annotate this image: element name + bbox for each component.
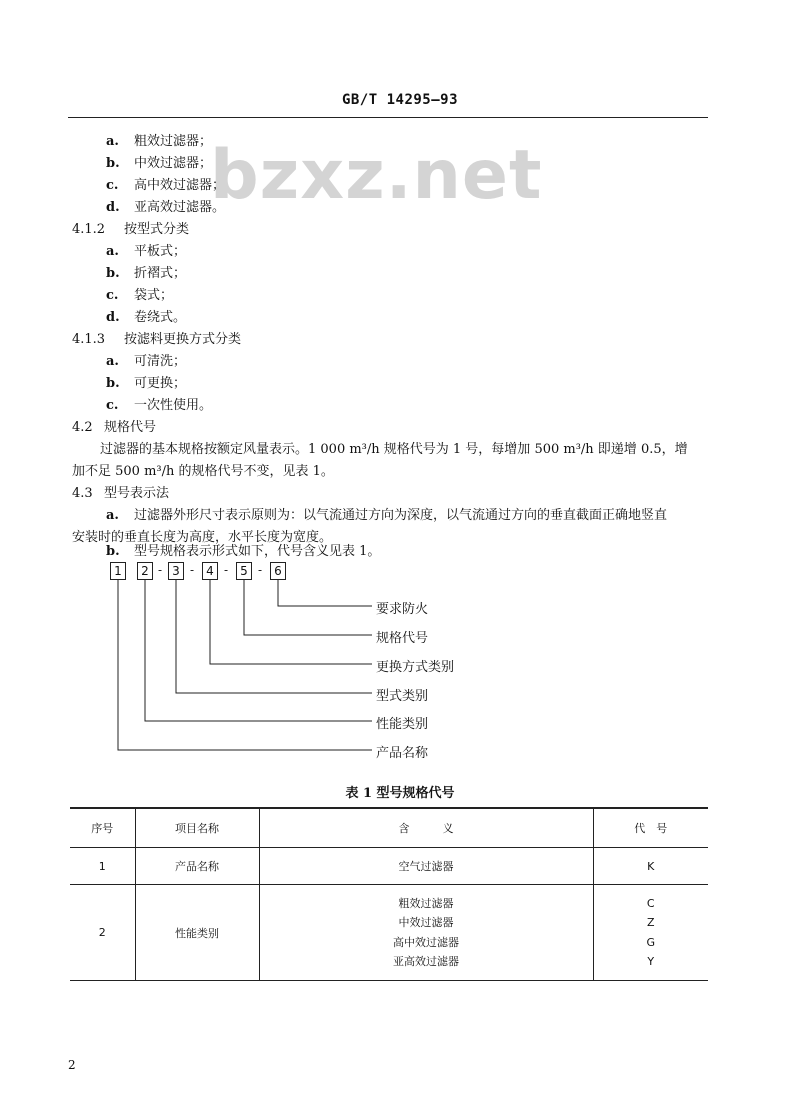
diagram-label-performance: 性能类别 <box>376 717 429 732</box>
section-title: 规格代号 <box>104 420 157 435</box>
list-label: a. <box>106 508 119 523</box>
list-text: 可更换； <box>134 376 187 391</box>
list-label: c. <box>106 398 119 413</box>
diagram-label-product: 产品名称 <box>376 746 429 761</box>
cell-code-list <box>593 885 708 981</box>
leader-line-5 <box>244 580 372 635</box>
section-number: 4.2 <box>72 420 93 435</box>
table-title: 表 1 型号规格代号 <box>345 786 455 801</box>
table-header-row <box>70 808 708 848</box>
cell-code: K <box>593 848 708 885</box>
meaning-line: 高中效过滤器 <box>393 935 459 949</box>
header-code: 代 号 <box>593 808 708 848</box>
list-label: b. <box>106 266 120 281</box>
watermark: bzxz.net <box>210 136 543 215</box>
code-box-5: 5 <box>236 562 252 580</box>
table-row <box>70 848 708 885</box>
list-label: c. <box>106 288 119 303</box>
section-number: 4.3 <box>72 486 93 501</box>
meaning-line: 粗效过滤器 <box>398 896 454 910</box>
leader-line-6 <box>278 580 372 606</box>
list-label: b. <box>106 544 120 559</box>
header-seq: 序号 <box>70 808 135 848</box>
list-label: b. <box>106 156 120 171</box>
list-text: 中效过滤器； <box>134 156 213 171</box>
list-text: 折褶式； <box>134 266 187 281</box>
header-item: 项目名称 <box>135 808 259 848</box>
list-label: a. <box>106 244 119 259</box>
paragraph-line: 加不足 500 m³/h 的规格代号不变，见表 1。 <box>72 464 334 479</box>
section-number: 4.1.3 <box>72 332 106 347</box>
cell-item: 产品名称 <box>135 848 259 885</box>
dash-separator: - <box>258 563 263 577</box>
header-meaning: 含 义 <box>259 808 593 848</box>
code-line: G <box>646 935 656 949</box>
section-title: 型号表示法 <box>104 486 170 501</box>
leader-line-4 <box>210 580 372 664</box>
code-box-4: 4 <box>202 562 218 580</box>
list-label: c. <box>106 178 119 193</box>
meaning-line: 中效过滤器 <box>398 916 454 929</box>
list-text: 高中效过滤器； <box>134 178 226 193</box>
list-label: b. <box>106 376 120 391</box>
list-label: d. <box>106 310 120 325</box>
diagram-label-type: 型式类别 <box>376 689 429 704</box>
page-number: 2 <box>68 1058 76 1072</box>
code-line: Y <box>647 955 655 968</box>
paragraph-text: 型号规格表示形式如下，代号含义见表 1。 <box>134 544 381 559</box>
dash-separator: - <box>224 563 229 577</box>
spec-code-table <box>70 807 708 981</box>
list-text: 可清洗； <box>134 354 187 369</box>
code-line: C <box>646 896 655 910</box>
section-number: 4.1.2 <box>72 222 106 237</box>
paragraph-line: 过滤器的基本规格按额定风量表示。1 000 m³/h 规格代号为 1 号，每增加 500 m³/h 即递增 0.5，增 <box>100 442 688 457</box>
meaning-line: 亚高效过滤器 <box>393 955 459 968</box>
section-title: 按型式分类 <box>124 222 190 237</box>
code-box-6: 6 <box>270 562 286 580</box>
code-box-2: 2 <box>137 562 153 580</box>
paragraph-text: 过滤器外形尺寸表示原则为：以气流通过方向为深度，以气流通过方向的垂直截面正确地竖直 <box>134 508 668 523</box>
leader-line-3 <box>176 580 372 693</box>
cell-meaning-list <box>259 885 593 981</box>
list-text: 平板式； <box>134 244 187 259</box>
cell-item: 性能类别 <box>135 885 259 981</box>
diagram-label-fire: 要求防火 <box>376 602 429 617</box>
code-box-1: 1 <box>110 562 126 580</box>
dash-separator: - <box>158 563 163 577</box>
cell-meaning: 空气过滤器 <box>259 848 593 885</box>
paragraph-line: 安装时的垂直长度为高度，水平长度为宽度。 <box>72 530 333 545</box>
list-text: 亚高效过滤器。 <box>134 200 226 215</box>
diagram-label-spec: 规格代号 <box>376 631 429 646</box>
leader-line-2 <box>145 580 372 721</box>
code-line: Z <box>646 916 655 929</box>
list-label: a. <box>106 354 119 369</box>
page-header-standard: GB/T 14295—93 <box>341 92 459 108</box>
cell-seq: 1 <box>70 848 135 885</box>
dash-separator: - <box>190 563 195 577</box>
section-title: 按滤料更换方式分类 <box>124 332 242 347</box>
list-text: 袋式； <box>134 288 174 303</box>
list-label: d. <box>106 200 120 215</box>
cell-seq: 2 <box>98 926 106 939</box>
list-text: 卷绕式。 <box>134 310 187 325</box>
list-text: 一次性使用。 <box>134 398 213 413</box>
list-text: 粗效过滤器； <box>134 134 213 149</box>
code-box-3: 3 <box>168 562 184 580</box>
diagram-label-replace: 更换方式类别 <box>376 660 455 675</box>
list-label: a. <box>106 134 119 149</box>
table-row <box>70 885 708 981</box>
